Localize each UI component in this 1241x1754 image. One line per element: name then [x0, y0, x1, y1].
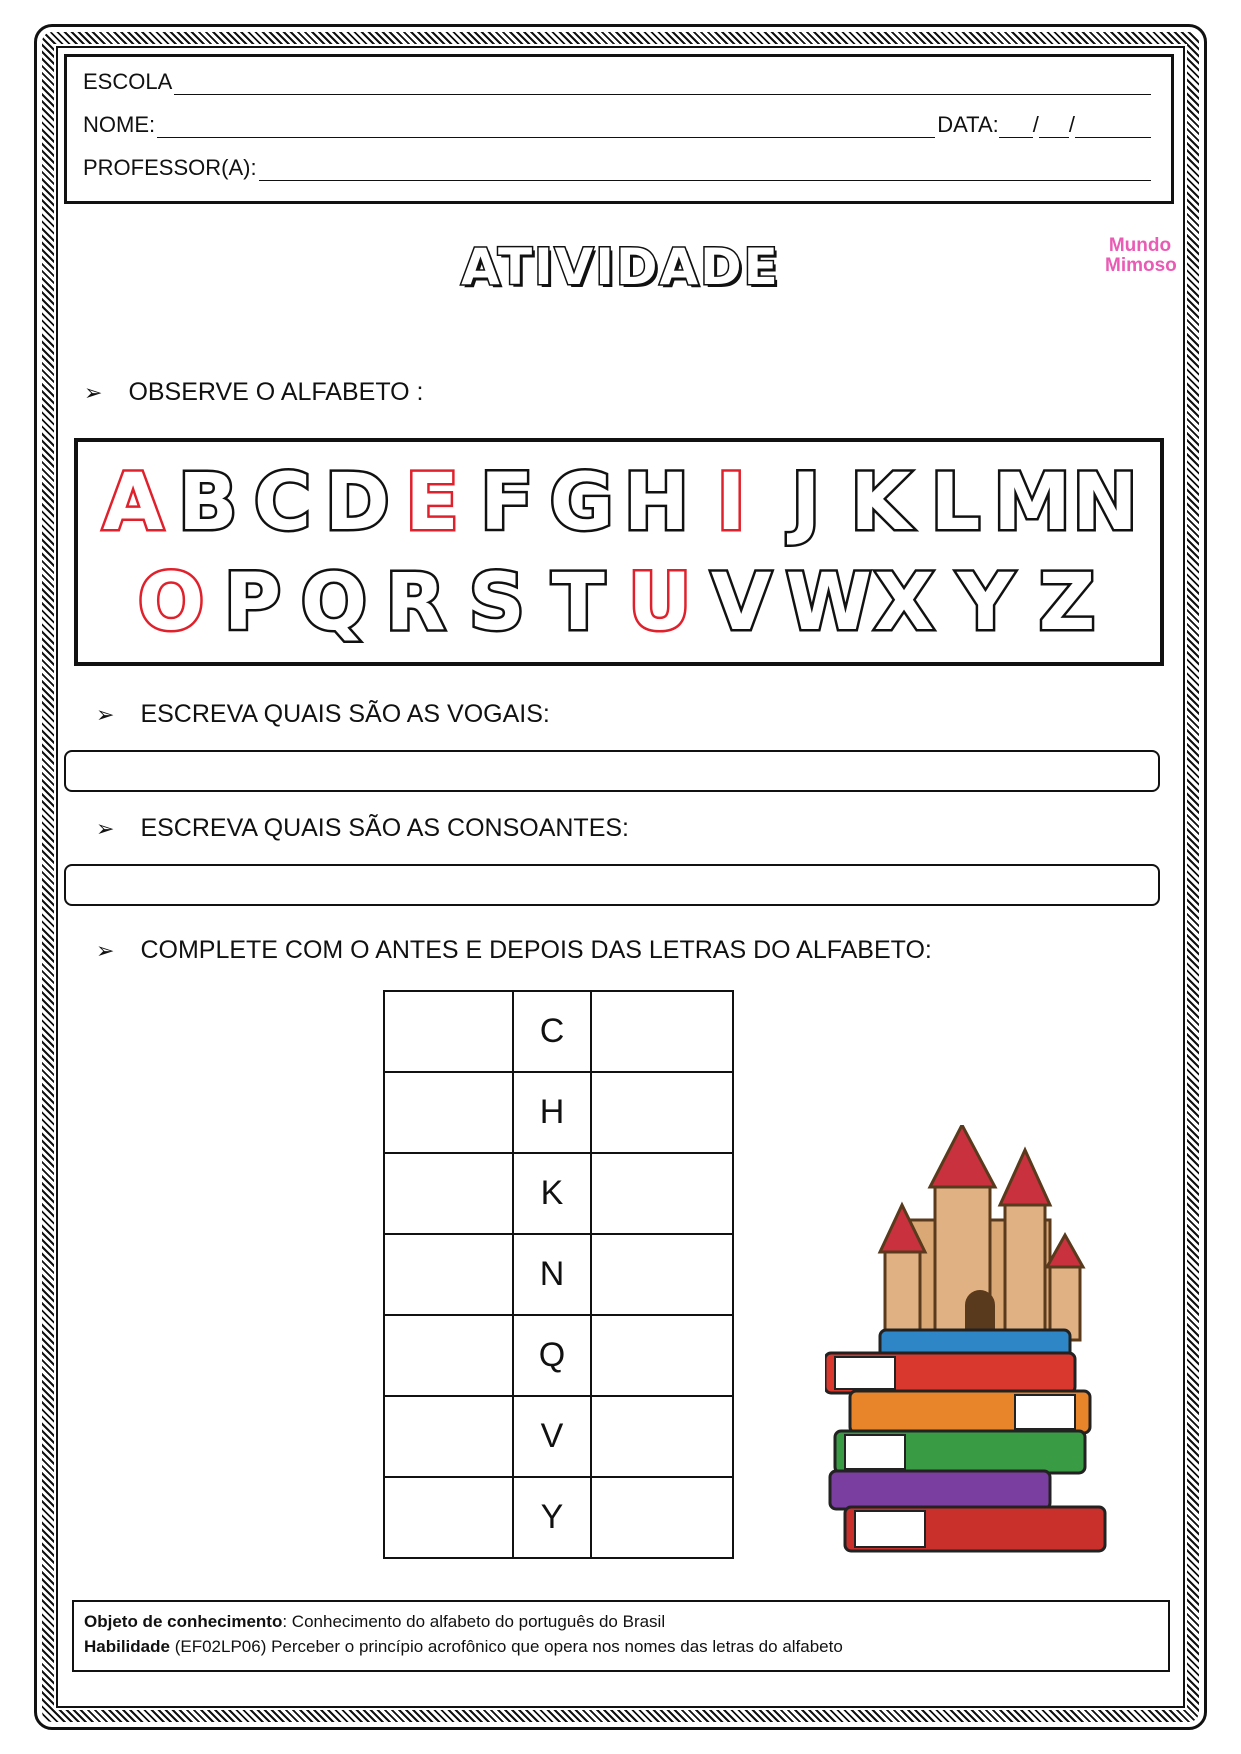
alphabet-letter-k: K — [850, 458, 911, 548]
date-sep: / — [1032, 112, 1039, 137]
footer-habilidade — [84, 1634, 1158, 1659]
alphabet-letter-a: A — [102, 458, 164, 548]
footer-objeto-text: : Conhecimento do alfabeto do português do Brasil — [282, 1612, 666, 1631]
arrow-bullet-icon: ➢ — [96, 701, 115, 727]
alphabet-letter-x: X — [874, 558, 935, 648]
alphabet-letter-g: G — [549, 458, 614, 548]
teacher-field[interactable] — [259, 158, 1151, 181]
instruction-complete-text: COMPLETE COM O ANTES E DEPOIS DAS LETRAS DO ALFABETO: — [140, 936, 932, 964]
arrow-bullet-icon: ➢ — [84, 379, 103, 405]
before-letter-cell[interactable] — [384, 1396, 513, 1477]
grid-row — [384, 1153, 733, 1234]
grid-row — [384, 1477, 733, 1558]
date-year-field[interactable] — [1075, 115, 1151, 138]
given-letter-cell: K — [513, 1153, 591, 1234]
after-letter-cell[interactable] — [591, 1477, 733, 1558]
date-sep: / — [1068, 112, 1075, 137]
instruction-vowels — [96, 700, 550, 729]
alphabet-letter-t: T — [551, 558, 605, 648]
brand-logo — [1105, 236, 1175, 276]
given-letter-cell: Y — [513, 1477, 591, 1558]
name-label: NOME: — [83, 112, 156, 137]
alphabet-row-1 — [96, 458, 1142, 548]
footer-objeto-label: Objeto de conhecimento — [84, 1612, 283, 1631]
grid-row — [384, 991, 733, 1072]
before-letter-cell[interactable] — [384, 1234, 513, 1315]
name-line — [83, 108, 1151, 138]
teacher-label: PROFESSOR(A): — [83, 155, 257, 180]
footer-objeto — [84, 1609, 1158, 1634]
consonants-answer-box[interactable] — [64, 864, 1160, 906]
alphabet-letter-u: U — [628, 558, 692, 648]
after-letter-cell[interactable] — [591, 991, 733, 1072]
given-letter-cell: N — [513, 1234, 591, 1315]
header-box — [64, 54, 1174, 204]
alphabet-letter-s: S — [468, 558, 525, 648]
alphabet-letter-i: I — [716, 458, 746, 548]
given-letter-cell: H — [513, 1072, 591, 1153]
alphabet-letter-c: C — [253, 458, 312, 548]
alphabet-letter-z: Z — [1038, 558, 1096, 648]
grid-row — [384, 1234, 733, 1315]
grid-row — [384, 1396, 733, 1477]
alphabet-letter-n: N — [1072, 458, 1138, 548]
arrow-bullet-icon: ➢ — [96, 937, 115, 963]
grid-row — [384, 1315, 733, 1396]
footer-box — [72, 1600, 1170, 1672]
footer-habilidade-label: Habilidade — [84, 1637, 170, 1656]
instruction-consonants-text: ESCREVA QUAIS SÃO AS CONSOANTES: — [140, 814, 629, 842]
after-letter-cell[interactable] — [591, 1072, 733, 1153]
alphabet-letter-w: W — [785, 558, 872, 648]
alphabet-letter-j: J — [791, 458, 821, 548]
alphabet-letter-m: M — [993, 458, 1071, 548]
given-letter-cell: Q — [513, 1315, 591, 1396]
alphabet-letter-l: L — [930, 458, 981, 548]
alphabet-box — [74, 438, 1164, 666]
date-label: DATA: — [937, 112, 999, 137]
alphabet-letter-y: Y — [957, 558, 1014, 648]
instruction-vowels-text: ESCREVA QUAIS SÃO AS VOGAIS: — [140, 700, 550, 728]
given-letter-cell: V — [513, 1396, 591, 1477]
grid-row — [384, 1072, 733, 1153]
arrow-bullet-icon: ➢ — [96, 815, 115, 841]
date-day-field[interactable] — [999, 115, 1033, 138]
instruction-consonants — [96, 814, 629, 843]
date-month-field[interactable] — [1039, 115, 1069, 138]
school-label: ESCOLA — [83, 69, 173, 94]
given-letter-cell: C — [513, 991, 591, 1072]
page-title: ATIVIDADE — [461, 238, 780, 296]
instruction-observe-text: OBSERVE O ALFABETO : — [128, 378, 424, 406]
before-letter-cell[interactable] — [384, 991, 513, 1072]
before-letter-cell[interactable] — [384, 1072, 513, 1153]
brand-line1: Mundo — [1108, 235, 1172, 256]
instruction-complete — [96, 936, 932, 965]
alphabet-letter-e: E — [405, 458, 459, 548]
school-field[interactable] — [174, 72, 1151, 95]
teacher-line — [83, 151, 1151, 181]
after-letter-cell[interactable] — [591, 1234, 733, 1315]
before-letter-cell[interactable] — [384, 1477, 513, 1558]
alphabet-letter-f: F — [480, 458, 534, 548]
before-letter-cell[interactable] — [384, 1153, 513, 1234]
alphabet-letter-r: R — [385, 558, 446, 648]
after-letter-cell[interactable] — [591, 1396, 733, 1477]
alphabet-letter-h: H — [623, 458, 689, 548]
alphabet-letter-b: B — [178, 458, 238, 548]
castle-on-books-icon — [825, 1125, 1115, 1555]
footer-habilidade-text: (EF02LP06) Perceber o princípio acrofônico que opera nos nomes das letras do alfabeto — [169, 1637, 843, 1656]
before-letter-cell[interactable] — [384, 1315, 513, 1396]
brand-line2: Mimoso — [1105, 255, 1177, 276]
alphabet-letter-d: D — [324, 458, 390, 548]
instruction-observe — [84, 378, 423, 407]
alphabet-letter-q: Q — [300, 558, 368, 648]
alphabet-letter-o: O — [137, 558, 205, 648]
alphabet-letter-v: V — [710, 558, 772, 648]
school-line — [83, 65, 1151, 95]
vowels-answer-box[interactable] — [64, 750, 1160, 792]
name-field[interactable] — [157, 115, 935, 138]
after-letter-cell[interactable] — [591, 1315, 733, 1396]
letter-grid — [383, 990, 734, 1559]
after-letter-cell[interactable] — [591, 1153, 733, 1234]
alphabet-letter-p: P — [223, 558, 282, 648]
alphabet-row-2 — [134, 558, 1104, 648]
